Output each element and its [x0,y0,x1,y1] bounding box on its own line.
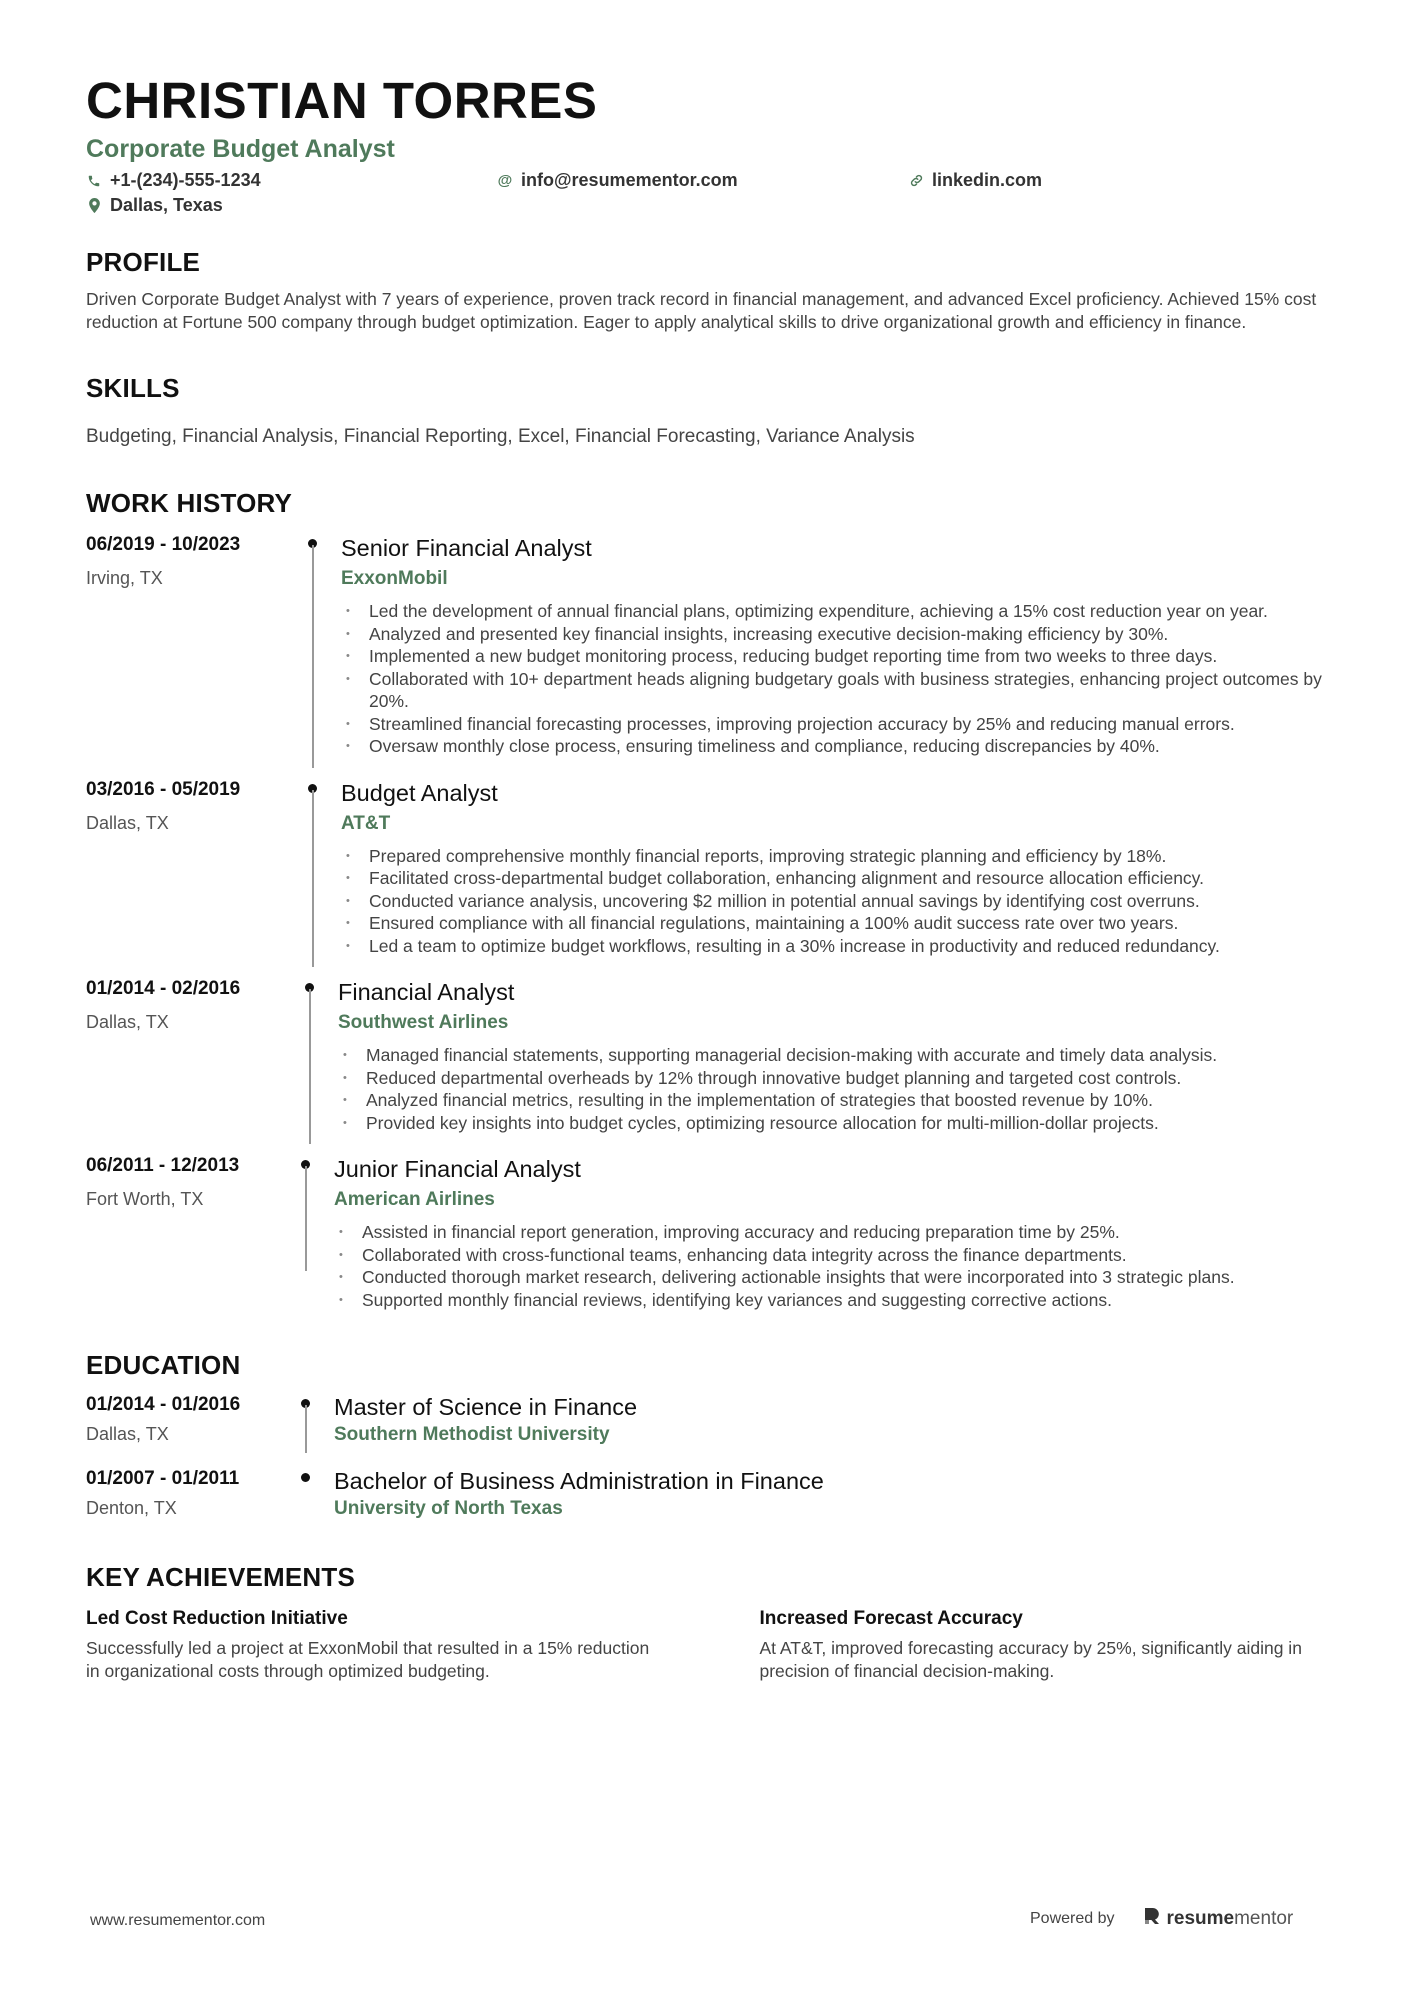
footer-branding [1030,1906,1293,1932]
timeline [294,1467,334,1521]
timeline [301,778,341,958]
skills-heading: SKILLS [86,373,180,403]
job-bullet: • Managed financial statements, supporting managerial decision-making with accurate and timely data analysis. [338,1044,1326,1067]
skills-section [86,372,1326,449]
job-bullets [338,1044,1326,1134]
resume-page [86,70,1326,1683]
job-bullet: • Collaborated with 10+ department heads aligning budgetary goals with business strategies, enhancing project outcomes by 20%. [341,668,1326,713]
phone-icon [86,173,102,189]
location-pin-icon [86,198,102,214]
job-entry [86,1154,1326,1311]
brand-name-bold: resume [1166,1908,1235,1929]
profile-heading: PROFILE [86,247,201,277]
footer-website[interactable]: www.resumementor.com [90,1912,266,1929]
email-text: info@resumementor.com [521,170,738,190]
skills-text: Budgeting, Financial Analysis, Financial Reporting, Excel, Financial Forecasting, Variance Analysis [86,426,915,447]
location-text: Dallas, Texas [110,195,223,215]
job-company: American Airlines [334,1189,495,1210]
job-title: Junior Financial Analyst [334,1156,581,1182]
timeline-line [312,790,314,968]
job-bullet: • Conducted thorough market research, delivering actionable insights that were incorporated into 3 strategic plans. [334,1266,1326,1289]
job-bullet: • Ensured compliance with all financial regulations, maintaining a 100% audit success rate over two years. [341,912,1326,935]
job-dates: 01/2014 - 02/2016 [86,978,241,999]
timeline-line [305,1166,307,1271]
job-location: Irving, TX [86,568,163,588]
job-bullet: • Assisted in financial report generation, improving accuracy and reducing preparation time by 25%. [334,1221,1326,1244]
timeline [294,1154,334,1311]
timeline-line [305,1405,307,1453]
job-title: Financial Analyst [338,979,515,1005]
achievement-item [86,1607,653,1683]
timeline [294,1393,334,1447]
job-bullet: • Analyzed financial metrics, resulting in the implementation of strategies that boosted revenue by 10%. [338,1089,1326,1112]
phone-text: +1-(234)-555-1234 [110,170,261,190]
job-entry [86,533,1326,758]
achievements-heading: KEY ACHIEVEMENTS [86,1562,356,1592]
job-entry [86,778,1326,958]
education-dates: 01/2007 - 01/2011 [86,1468,240,1489]
job-bullet: • Supported monthly financial reviews, identifying key variances and suggesting corrective actions. [334,1289,1326,1312]
education-location: Denton, TX [86,1498,177,1518]
education-school: University of North Texas [334,1498,563,1519]
work-history-section [86,487,1326,1311]
education-dates: 01/2014 - 01/2016 [86,1394,241,1415]
phone-contact[interactable] [86,170,261,191]
candidate-name: CHRISTIAN TORRES [86,72,598,129]
job-location: Dallas, TX [86,812,169,833]
job-bullet: • Facilitated cross-departmental budget collaboration, enhancing alignment and resource allocation efficiency. [341,867,1326,890]
work-history-heading: WORK HISTORY [86,488,293,518]
timeline-line [309,989,311,1144]
job-bullet: • Oversaw monthly close process, ensuring timeliness and compliance, reducing discrepancies by 40%. [341,735,1326,758]
profile-text: Driven Corporate Budget Analyst with 7 years of experience, proven track record in financial management, and advanced Excel proficiency. Achieved 15% cost reduction at Fortune 500 company through budget optimization. Eager to apply analytical skills to drive organizational growth and efficiency in finance. [86,289,1317,332]
job-title: Budget Analyst [341,779,498,806]
achievement-text: At AT&T, improved forecasting accuracy by 25%, significantly aiding in precision of financial decision-making. [759,1638,1302,1681]
job-bullets [341,845,1326,958]
education-degree: Master of Science in Finance [334,1394,638,1420]
job-dates: 03/2016 - 05/2019 [86,778,241,800]
job-location: Fort Worth, TX [86,1189,204,1209]
job-bullet: • Analyzed and presented key financial insights, increasing executive decision-making efficiency by 30%. [341,623,1326,646]
job-dates: 06/2019 - 10/2023 [86,534,241,555]
job-entry [86,977,1326,1134]
linkedin-text: linkedin.com [932,170,1043,190]
achievement-text: Successfully led a project at ExxonMobil that resulted in a 15% reduction in organizational costs through optimized budgeting. [86,1638,650,1681]
job-bullets [341,600,1326,758]
achievement-item [760,1607,1327,1683]
contact-block [86,170,1326,222]
job-bullet: • Streamlined financial forecasting processes, improving projection accuracy by 25% and reducing manual errors. [341,713,1326,736]
brand-name-light: mentor [1234,1908,1294,1929]
education-location: Dallas, TX [86,1424,169,1444]
at-icon: @ [497,172,513,189]
job-bullet: • Implemented a new budget monitoring process, reducing budget reporting time from two weeks to three days. [341,645,1326,668]
timeline [298,977,338,1134]
email-contact[interactable] [497,170,738,191]
education-school: Southern Methodist University [334,1424,610,1445]
education-entry [86,1393,1326,1447]
education-degree: Bachelor of Business Administration in Finance [334,1468,824,1494]
candidate-role: Corporate Budget Analyst [86,135,395,163]
timeline [301,533,341,758]
achievement-heading: Increased Forecast Accuracy [759,1608,1023,1629]
achievement-heading: Led Cost Reduction Initiative [86,1608,348,1629]
job-company: ExxonMobil [341,568,448,589]
job-bullet: • Prepared comprehensive monthly financial reports, improving strategic planning and efficiency by 18%. [341,845,1326,868]
job-dates: 06/2011 - 12/2013 [86,1155,240,1176]
job-bullet: • Provided key insights into budget cycles, optimizing resource allocation for multi-million-dollar projects. [338,1112,1326,1135]
education-entry [86,1467,1326,1521]
timeline-line [312,545,314,768]
linkedin-contact[interactable] [908,170,1042,191]
job-bullet: • Reduced departmental overheads by 12% through innovative budget planning and targeted cost controls. [338,1067,1326,1090]
job-bullet: • Conducted variance analysis, uncovering $2 million in potential annual savings by identifying cost overruns. [341,890,1326,913]
achievements-section [86,1561,1326,1683]
education-section [86,1349,1326,1521]
job-title: Senior Financial Analyst [341,535,592,561]
job-company: AT&T [341,812,391,834]
job-bullet: • Collaborated with cross-functional teams, enhancing data integrity across the finance departments. [334,1244,1326,1267]
link-icon [908,173,924,189]
brand-logo[interactable] [1143,1906,1294,1932]
achievements-grid [86,1607,1326,1683]
timeline-dot [301,1473,310,1482]
job-company: Southwest Airlines [338,1012,509,1033]
location-contact [86,195,223,216]
education-heading: EDUCATION [86,1350,241,1380]
resumementor-logo-icon [1143,1906,1161,1932]
profile-section [86,246,1326,334]
job-bullet: • Led a team to optimize budget workflows, resulting in a 30% increase in productivity and reduced redundancy. [341,935,1326,958]
job-bullets [334,1221,1326,1311]
job-location: Dallas, TX [86,1012,169,1032]
powered-by-label: Powered by [1030,1910,1115,1927]
job-bullet: • Led the development of annual financial plans, optimizing expenditure, achieving a 15% cost reduction year on year. [341,600,1326,623]
